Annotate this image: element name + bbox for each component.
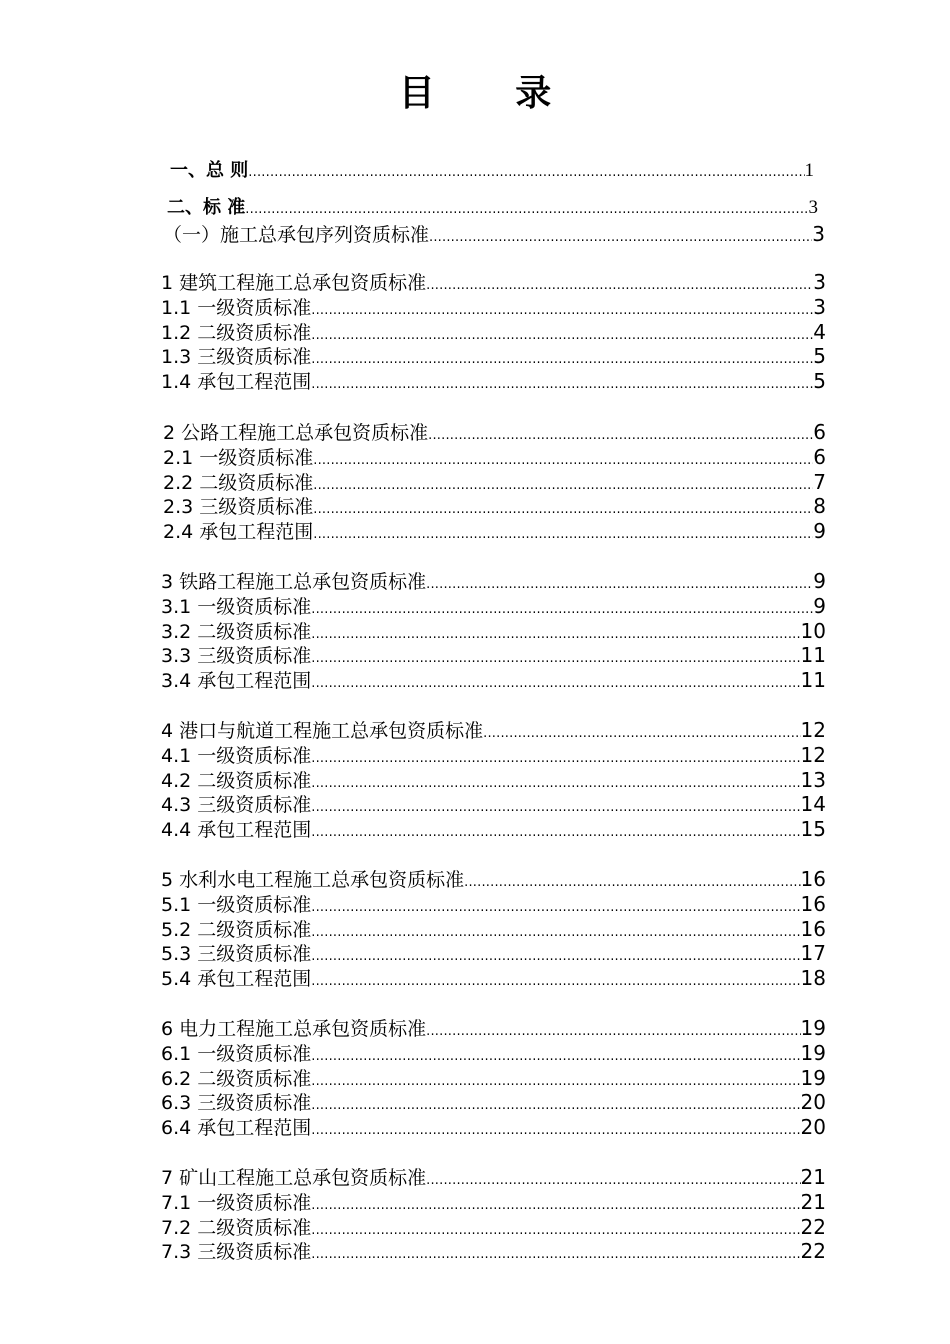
toc-entry-label: 7.1 一级资质标准 <box>161 1191 312 1214</box>
toc-leader-dots <box>311 818 800 845</box>
toc-entry-label: 3.2 二级资质标准 <box>161 620 312 643</box>
toc-entry-label: 3.4 承包工程范围 <box>161 670 312 693</box>
toc-page-number: 22 <box>800 1239 826 1264</box>
toc-page-number: 5 <box>813 344 826 369</box>
toc-group-heading[interactable] <box>161 569 826 594</box>
page-title: 目 录 <box>398 73 586 114</box>
toc-page-number: 19 <box>800 1040 826 1065</box>
toc-leader-dots <box>311 370 813 397</box>
toc-entry-label: 5.1 一级资质标准 <box>161 893 312 916</box>
toc-leader-dots <box>248 158 804 185</box>
toc-group-heading[interactable] <box>161 718 826 743</box>
toc-section-standards[interactable] <box>167 195 818 220</box>
toc-page-number: 13 <box>800 767 826 792</box>
toc-page-number: 21 <box>800 1189 826 1214</box>
toc-entry-label: 4.2 二级资质标准 <box>161 769 312 792</box>
toc-page-number: 3 <box>813 294 826 319</box>
toc-item[interactable] <box>161 320 826 345</box>
toc-item[interactable] <box>161 369 826 394</box>
toc-entry-label: 7 矿山工程施工总承包资质标准 <box>161 1167 427 1189</box>
toc-page-number: 18 <box>800 966 826 991</box>
toc-entry-label: 2.2 二级资质标准 <box>163 471 314 494</box>
toc-leader-dots <box>311 669 800 696</box>
toc-page-number: 7 <box>813 469 826 494</box>
toc-entry-label: 4.3 三级资质标准 <box>161 794 312 817</box>
toc-item[interactable] <box>161 594 826 619</box>
toc-page-number: 3 <box>808 197 818 218</box>
toc-entry-label: 6.4 承包工程范围 <box>161 1117 312 1140</box>
toc-page-number: 4 <box>813 319 826 344</box>
toc-item[interactable] <box>161 941 826 966</box>
toc-item[interactable] <box>161 344 826 369</box>
toc-page-number: 9 <box>813 519 826 544</box>
toc-page-number: 20 <box>800 1115 826 1140</box>
toc-entry-label: 2 公路工程施工总承包资质标准 <box>163 422 429 444</box>
toc-item[interactable] <box>163 445 826 470</box>
toc-entry-label: 7.2 二级资质标准 <box>161 1216 312 1239</box>
toc-item[interactable] <box>161 768 826 793</box>
toc-page-number: 21 <box>800 1165 826 1189</box>
toc-group-heading[interactable] <box>161 1165 826 1190</box>
toc-page-number: 9 <box>813 593 826 618</box>
toc-entry-label: 1 建筑工程施工总承包资质标准 <box>161 272 427 294</box>
toc-item[interactable] <box>161 1190 826 1215</box>
toc-item[interactable] <box>161 1066 826 1091</box>
toc-entry-label: 4.1 一级资质标准 <box>161 744 312 767</box>
toc-leader-dots <box>311 967 800 994</box>
toc-leader-dots <box>311 1116 800 1143</box>
toc-entry-label: 2.1 一级资质标准 <box>163 446 314 469</box>
toc-page-number: 19 <box>800 1016 826 1040</box>
toc-entry-label: 1.3 三级资质标准 <box>161 346 312 369</box>
toc-page-number: 11 <box>800 643 826 668</box>
toc-page-number: 12 <box>800 718 826 742</box>
toc-page-number: 11 <box>800 668 826 693</box>
toc-entry-label: 6.2 二级资质标准 <box>161 1067 312 1090</box>
toc-item[interactable] <box>163 494 826 519</box>
toc-group-heading[interactable] <box>161 1016 826 1041</box>
toc-item[interactable] <box>161 817 826 842</box>
toc-page-number: 15 <box>800 817 826 842</box>
toc-page-number: 3 <box>813 270 826 294</box>
toc-leader-dots <box>311 1240 800 1267</box>
toc-item[interactable] <box>161 917 826 942</box>
toc-page-number: 12 <box>800 742 826 767</box>
toc-item[interactable] <box>161 643 826 668</box>
toc-item[interactable] <box>161 1115 826 1140</box>
toc-item[interactable] <box>161 792 826 817</box>
toc-entry-label: 3.3 三级资质标准 <box>161 645 312 668</box>
toc-group-heading[interactable] <box>163 420 826 445</box>
toc-section-general[interactable] <box>170 158 814 183</box>
toc-page-number: 10 <box>800 618 826 643</box>
toc-page-number: 16 <box>800 891 826 916</box>
toc-leader-dots <box>313 520 813 547</box>
toc-page-number: 6 <box>813 420 826 444</box>
toc-item[interactable] <box>161 1090 826 1115</box>
toc-item[interactable] <box>161 1239 826 1264</box>
toc-entry-label: 5.2 二级资质标准 <box>161 918 312 941</box>
toc-item[interactable] <box>161 966 826 991</box>
toc-item[interactable] <box>161 619 826 644</box>
toc-group-heading[interactable] <box>161 867 826 892</box>
toc-entry-label: 7.3 三级资质标准 <box>161 1241 312 1264</box>
toc-item[interactable] <box>161 668 826 693</box>
toc-entry-label: 3.1 一级资质标准 <box>161 595 312 618</box>
toc-page-number: 1 <box>804 160 814 181</box>
toc-entry-label: 1.2 二级资质标准 <box>161 321 312 344</box>
toc-page-number: 22 <box>800 1214 826 1239</box>
toc-item[interactable] <box>161 892 826 917</box>
toc-entry-label: 6 电力工程施工总承包资质标准 <box>161 1018 427 1040</box>
toc-entry-label: 二、标 准 <box>167 197 246 218</box>
toc-entry-label: 6.1 一级资质标准 <box>161 1042 312 1065</box>
toc-item[interactable] <box>161 1215 826 1240</box>
toc-entry-label: 4 港口与航道工程施工总承包资质标准 <box>161 720 484 742</box>
toc-subheading[interactable] <box>163 222 825 247</box>
toc-leader-dots <box>245 195 808 222</box>
toc-entry-label: 2.4 承包工程范围 <box>163 521 314 544</box>
toc-item[interactable] <box>161 295 826 320</box>
toc-page-number: 8 <box>813 494 826 519</box>
toc-page-number: 16 <box>800 867 826 891</box>
toc-entry-label: 3 铁路工程施工总承包资质标准 <box>161 571 427 593</box>
toc-item[interactable] <box>163 519 826 544</box>
toc-entry-label: 一、总 则 <box>170 160 249 181</box>
toc-page-number: 9 <box>813 569 826 593</box>
toc-page-number: 17 <box>800 941 826 966</box>
toc-page-number: 16 <box>800 916 826 941</box>
toc-page-number: 19 <box>800 1065 826 1090</box>
toc-entry-label: 1.1 一级资质标准 <box>161 296 312 319</box>
toc-item[interactable] <box>161 743 826 768</box>
toc-page-number: 14 <box>800 792 826 817</box>
toc-page-number: 6 <box>813 444 826 469</box>
toc-page-number: 20 <box>800 1090 826 1115</box>
toc-page-number: 3 <box>812 222 825 246</box>
toc-entry-label: 2.3 三级资质标准 <box>163 496 314 519</box>
toc-entry-label: 4.4 承包工程范围 <box>161 819 312 842</box>
toc-page-number: 5 <box>813 369 826 394</box>
toc-entry-label: 5 水利水电工程施工总承包资质标准 <box>161 869 465 891</box>
toc-entry-label: 5.4 承包工程范围 <box>161 968 312 991</box>
toc-entry-label: 1.4 承包工程范围 <box>161 371 312 394</box>
toc-entry-label: 6.3 三级资质标准 <box>161 1092 312 1115</box>
toc-leader-dots <box>429 223 812 250</box>
toc-item[interactable] <box>163 470 826 495</box>
toc-item[interactable] <box>161 1041 826 1066</box>
toc-group-heading[interactable] <box>161 270 826 295</box>
toc-entry-label: （一）施工总承包序列资质标准 <box>163 224 430 246</box>
toc-entry-label: 5.3 三级资质标准 <box>161 943 312 966</box>
